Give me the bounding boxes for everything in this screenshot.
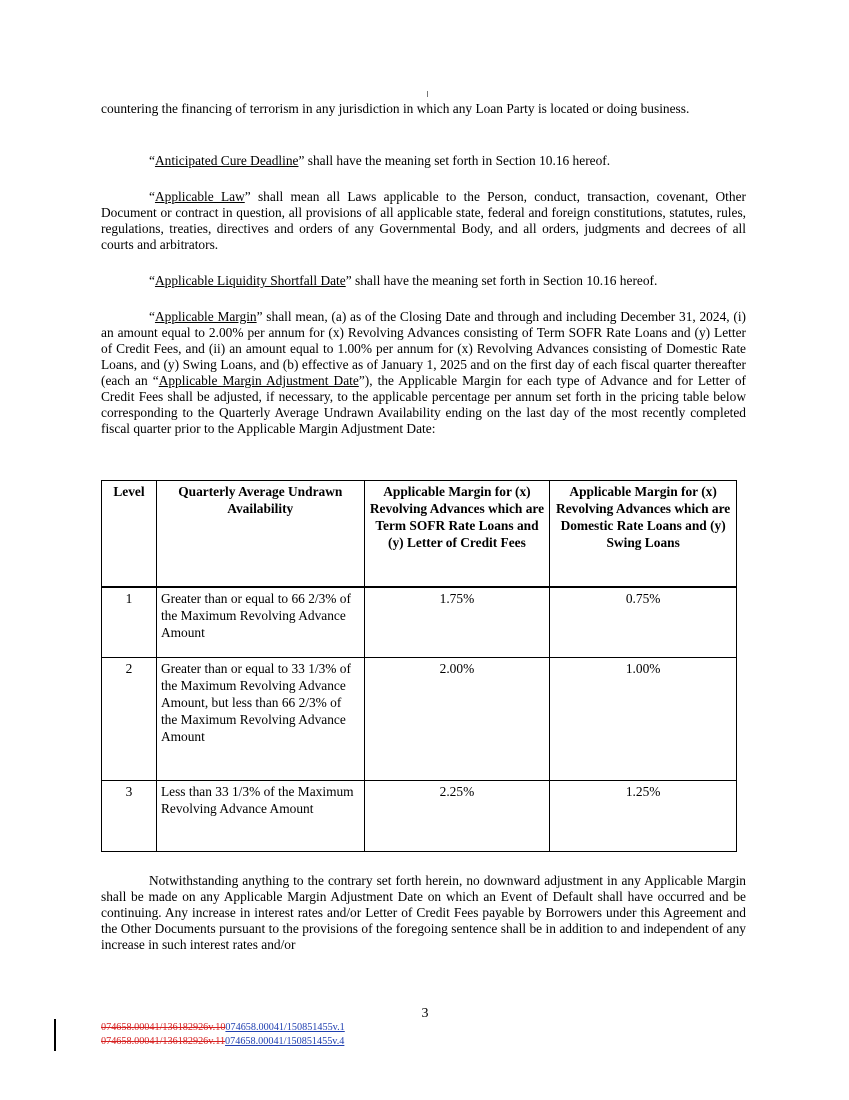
sofr-margin-cell: 2.00% — [364, 658, 550, 781]
pricing-table — [101, 480, 737, 852]
inserted-doc-id: 074658.00041/150851455v.4 — [225, 1036, 345, 1047]
deleted-doc-id: 074658.00041/136182926v.10 — [101, 1022, 226, 1033]
level-cell: 2 — [102, 658, 157, 781]
paragraph-notwithstanding: Notwithstanding anything to the contrary set forth herein, no downward adjustment in any Applicable Margin shall be made on any Applicable Margin Adjustment Date on which an Event of Default shall have occurred and be continuing. Any increase in interest rates and/or Letter of Credit Fees payable by Borrowers under this Agreement and the Other Documents pursuant to the provisions of the foregoing sentence shall be in addition to and independent of any increase in such interest rates and/or — [101, 873, 746, 952]
deleted-doc-id: 074658.00041/136182926v.11 — [101, 1036, 226, 1047]
level-cell: 3 — [102, 781, 157, 852]
defined-term: Applicable Law — [154, 189, 245, 204]
header-availability: Quarterly Average Undrawn Availability — [156, 481, 364, 587]
level-cell: 1 — [102, 587, 157, 658]
defined-term: Applicable Margin — [154, 309, 257, 324]
availability-cell: Less than 33 1/3% of the Maximum Revolving Advance Amount — [156, 781, 364, 852]
paragraph-terrorism-continuation: countering the financing of terrorism in any jurisdiction in which any Loan Party is located or doing business. — [101, 101, 690, 116]
domestic-margin-cell: 1.00% — [550, 658, 737, 781]
inserted-doc-id: 074658.00041/150851455v.1 — [225, 1022, 345, 1033]
sofr-margin-cell: 1.75% — [364, 587, 550, 658]
table-row — [102, 587, 737, 658]
definition-anticipated-cure-deadline: “Anticipated Cure Deadline” shall have the meaning set forth in Section 10.16 hereof. — [149, 153, 611, 168]
definition-applicable-margin: “Applicable Margin” shall mean, (a) as of the Closing Date and through and including December 31, 2024, (i) an amount equal to 2.00% per annum for (x) Revolving Advances consisting of Term SOFR Rate Loans and (y) Letter of Credit Fees, and (ii) an amount equal to 1.00% per annum for (x) Revolving Advances consisting of Domestic Rate Loans, and (y) Swing Loans, and (b) effective as of January 1, 2025 and on the first day of each fiscal quarter thereafter (each an “Applicable Margin Adjustment Date”), the Applicable Margin for each type of Advance and for Letter of Credit Fees shall be adjusted, if necessary, to the applicable percentage per annum set forth in the pricing table below corresponding to the Quarterly Average Undrawn Availability ending on the last day of the most recently completed fiscal quarter prior to the Applicable Margin Adjustment Date: — [101, 309, 747, 436]
domestic-margin-cell: 0.75% — [550, 587, 737, 658]
definition-applicable-law: “Applicable Law” shall mean all Laws applicable to the Person, conduct, transaction, covenant, Other Document or contract in question, all provisions of all applicable state, federal and foreign constitutions, statutes, rules, regulations, treaties, directives and orders of any Governmental Body, and all orders, judgments and decrees of all courts and arbitrators. — [101, 189, 746, 252]
change-bar — [54, 1019, 56, 1051]
header-mark — [427, 91, 428, 97]
table-header-row — [102, 481, 737, 587]
table-row — [102, 658, 737, 781]
defined-term: Applicable Liquidity Shortfall Date — [154, 273, 346, 288]
defined-term: Applicable Margin Adjustment Date — [158, 373, 359, 388]
page-number: 3 — [421, 1006, 429, 1021]
sofr-margin-cell: 2.25% — [364, 781, 550, 852]
header-level: Level — [102, 481, 157, 587]
definition-applicable-liquidity-shortfall-date: “Applicable Liquidity Shortfall Date” shall have the meaning set forth in Section 10.16 hereof. — [149, 273, 658, 288]
availability-cell: Greater than or equal to 66 2/3% of the Maximum Revolving Advance Amount — [156, 587, 364, 658]
availability-cell: Greater than or equal to 33 1/3% of the Maximum Revolving Advance Amount, but less than 66 2/3% of the Maximum Revolving Advance Amount — [156, 658, 364, 781]
doc-id-line-1 — [101, 1021, 345, 1034]
header-domestic-margin: Applicable Margin for (x) Revolving Advances which are Domestic Rate Loans and (y) Swing Loans — [550, 481, 737, 587]
header-sofr-margin: Applicable Margin for (x) Revolving Advances which are Term SOFR Rate Loans and (y) Letter of Credit Fees — [364, 481, 550, 587]
defined-term: Anticipated Cure Deadline — [154, 153, 299, 168]
table-row — [102, 781, 737, 852]
doc-id-line-2 — [101, 1035, 344, 1048]
domestic-margin-cell: 1.25% — [550, 781, 737, 852]
